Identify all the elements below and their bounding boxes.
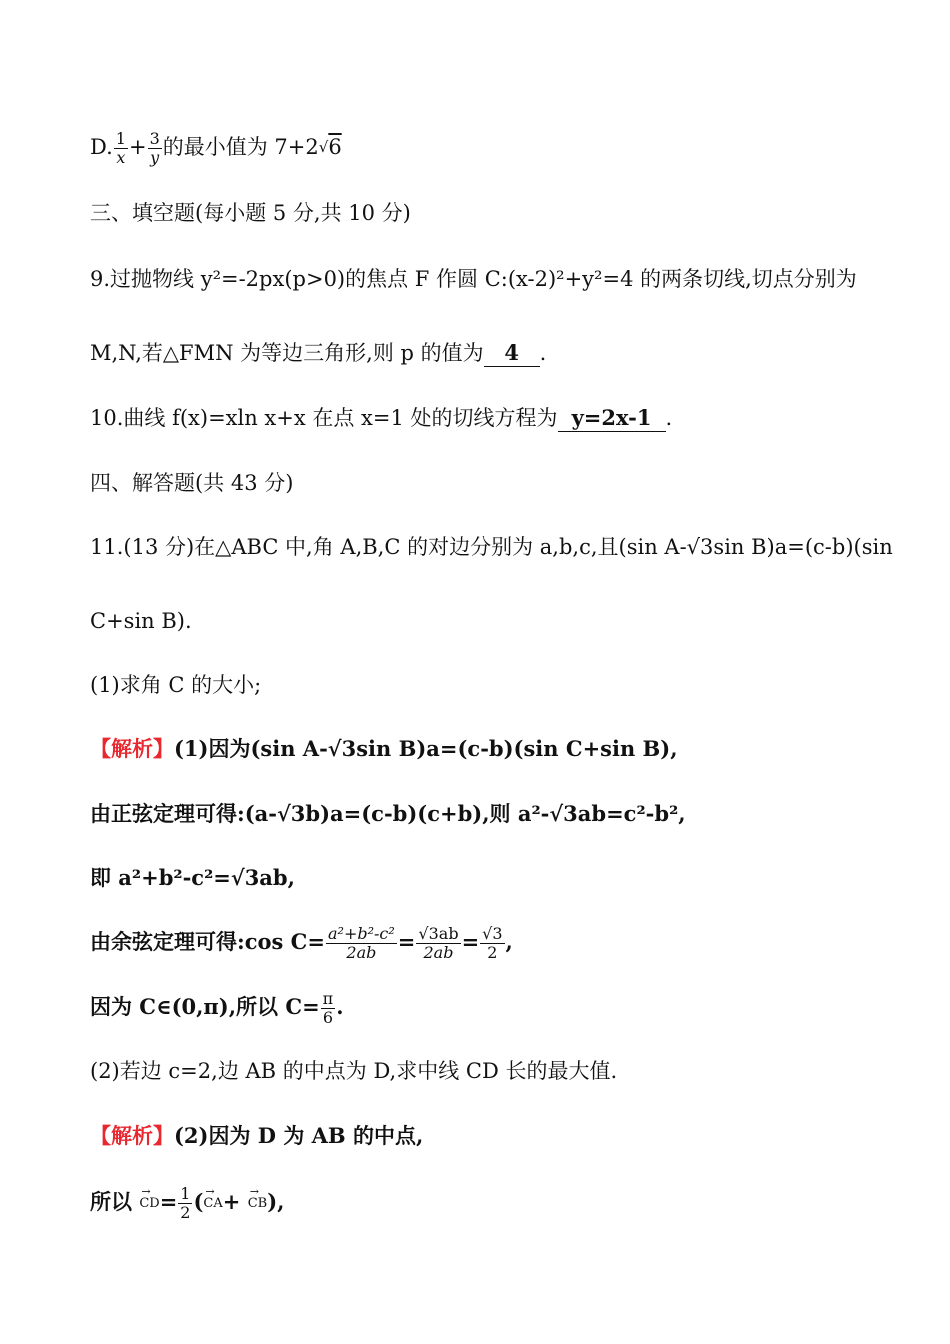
fraction-pi-over-6: $\frac{\pi}{6}$ xyxy=(322,989,334,1027)
solution-1-line5: 因为 C∈(0,π),所以 C= $\frac{\pi}{6}$ . xyxy=(90,989,344,1027)
vector-cd: → CD xyxy=(139,1189,159,1219)
option-d: D. $\frac{1}{x}$ + $\frac{3}{y}$ 的最小值为 7+2√6 xyxy=(90,129,342,167)
fraction-sqrt3-over-2: $\frac{√3}{2}$ xyxy=(482,924,503,962)
solution-1-line3: 即 a²+b²-c²=√3ab, xyxy=(90,865,295,890)
jiexi-label: 【解析】 xyxy=(90,736,174,761)
vector-ca: → CA xyxy=(203,1189,222,1219)
jiexi-label-2: 【解析】 xyxy=(90,1123,174,1148)
q9-line1: 9.过抛物线 y²=-2px(p>0)的焦点 F 作圆 C:(x-2)²+y²=4 的两条切线,切点分别为 xyxy=(90,267,857,291)
fraction-3-over-y: $\frac{3}{y}$ xyxy=(149,129,160,167)
fraction-sqrt3ab-over-2ab: $\frac{√3ab}{2ab}$ xyxy=(418,924,459,962)
vector-cb: → CB xyxy=(248,1189,268,1219)
section-4-title: 四、解答题(共 43 分) xyxy=(90,471,294,495)
solution-2-line2: 所以 → CD= $\frac{1}{2}$ (→ CA+ → CB), xyxy=(90,1185,890,1222)
sqrt-icon: √ xyxy=(318,138,329,156)
q10-line: 10.曲线 f(x)=xln x+x 在点 x=1 处的切线方程为 y=2x-1 . xyxy=(90,405,673,430)
fraction-law-of-cosines: $\frac{\text{a²+b²-c²}}{2ab}$ xyxy=(328,924,395,962)
q11-part1: (1)求角 C 的大小; xyxy=(90,673,262,697)
q11-line1: 11.(13 分)在△ABC 中,角 A,B,C 的对边分别为 a,b,c,且(sin A-√3sin B)a=(c-b)(sin xyxy=(90,535,893,559)
fraction-one-half: $\frac{1}{2}$ xyxy=(180,1184,191,1222)
solution-1-line2: 由正弦定理可得:(a-√3b)a=(c-b)(c+b),则 a²-√3ab=c²-b², xyxy=(90,801,686,826)
solution-1-line4: 由余弦定理可得:cos C= $\frac{\text{a²+b²-c²}}{2ab}$ = $\frac{√3ab}{2ab}$ = $\frac{√3}{2}$ , xyxy=(90,924,513,962)
q9-answer-blank: 4 xyxy=(484,340,540,367)
q11-part2: (2)若边 c=2,边 AB 的中点为 D,求中线 CD 长的最大值. xyxy=(90,1059,618,1083)
solution-1-line1: 【解析】(1)因为(sin A-√3sin B)a=(c-b)(sin C+sin B), xyxy=(90,736,678,761)
q10-answer-blank: y=2x-1 xyxy=(558,405,666,432)
q9-line2: M,N,若△FMN 为等边三角形,则 p 的值为 4 . xyxy=(90,340,547,365)
q11-line2: C+sin B). xyxy=(90,609,192,633)
fraction-1-over-x: $\frac{1}{x}$ xyxy=(115,129,126,167)
solution-2-line1: 【解析】(2)因为 D 为 AB 的中点, xyxy=(90,1123,424,1148)
section-3-title: 三、填空题(每小题 5 分,共 10 分) xyxy=(90,201,411,225)
